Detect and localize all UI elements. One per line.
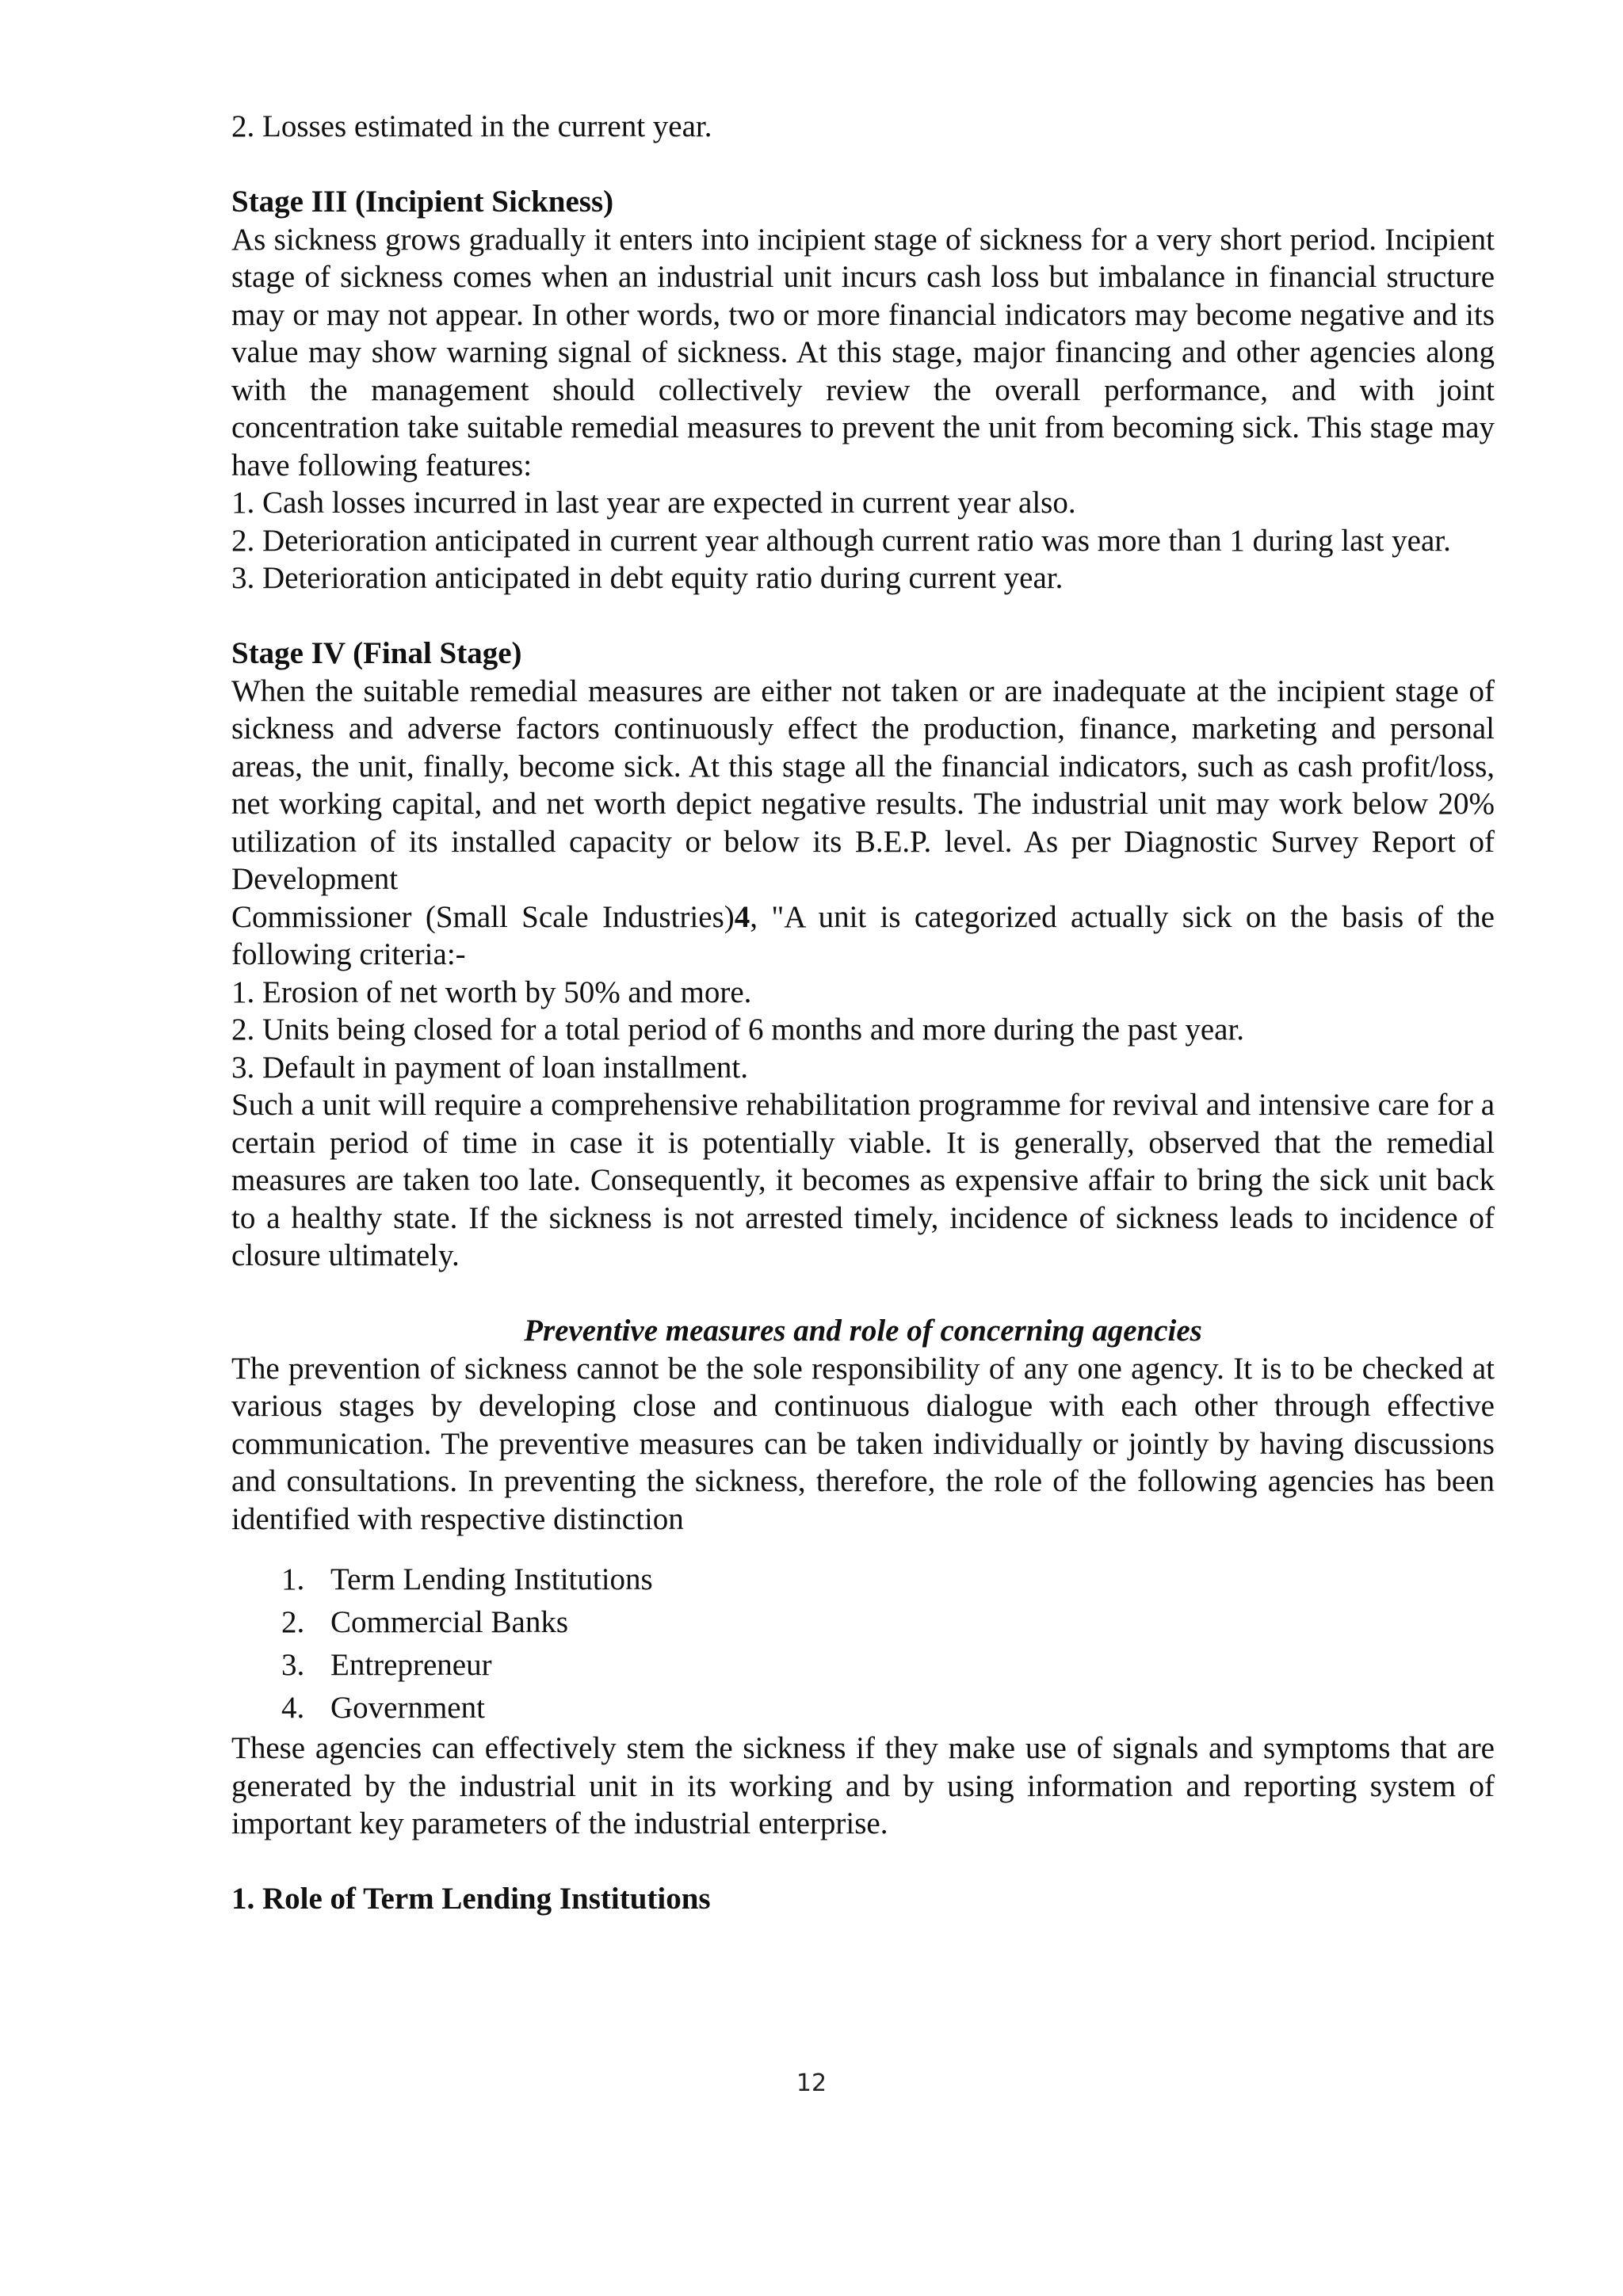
- stage4-closing: Such a unit will require a comprehensive rehabilitation programme for revival and intensive care for a certain period of time in case it is potentially viable. It is generally, observed that the remedial measures are taken too late. Consequently, it becomes as expensive affair to bring the sick unit back to a healthy state. If the sickness is not arrested timely, incidence of sickness leads to incidence of closure ultimately.: [231, 1088, 1495, 1272]
- spacer: [231, 146, 1495, 184]
- stage3-paragraph: As sickness grows gradually it enters into incipient stage of sickness for a very short period. Incipient stage of sickness comes when an industrial unit incurs cash loss but imbalance in financial structure may or may not appear. In other words, two or more financial indicators may become negative and its value may show warning signal of sickness. At this stage, major financing and other agencies along with the management should collectively review the overall performance, and with joint concentration take suitable remedial measures to prevent the unit from becoming sick. This stage may have following features:: [231, 222, 1495, 482]
- stage4-heading: Stage IV (Final Stage): [231, 636, 522, 670]
- list-number: 4.: [281, 1691, 305, 1725]
- commissioner-text: Commissioner (Small Scale Industries): [231, 899, 735, 934]
- list-item: [281, 1687, 1495, 1730]
- losses-item: 2. Losses estimated in the current year.: [231, 109, 712, 143]
- stage3-feature-3: 3. Deterioration anticipated in debt equity ratio during current year.: [231, 561, 1064, 595]
- stage3-heading: Stage III (Incipient Sickness): [231, 185, 614, 219]
- page-content: [231, 108, 1495, 1918]
- spacer: [231, 1538, 1495, 1558]
- preventive-heading: Preventive measures and role of concerning agencies: [524, 1314, 1202, 1348]
- list-item: [281, 1644, 1495, 1687]
- reference-number: 4: [734, 899, 750, 934]
- page-number: 12: [796, 2069, 827, 2097]
- preventive-paragraph: The prevention of sickness cannot be the sole responsibility of any one agency. It is to be checked at various stages by developing close and continuous dialogue with each other through effective communication. The preventive measures can be taken individually or jointly by having discussions and consultations. In preventing the sickness, therefore, the role of the following agencies has been identified with respective distinction: [231, 1351, 1495, 1536]
- spacer: [231, 1275, 1495, 1313]
- agency-list: [231, 1558, 1495, 1730]
- list-number: 3.: [281, 1648, 305, 1682]
- stage4-criterion-3: 3. Default in payment of loan installment.: [231, 1050, 749, 1085]
- stage3-feature-2: 2. Deterioration anticipated in current year although current ratio was more than 1 during last year.: [231, 523, 1451, 558]
- spacer: [231, 1843, 1495, 1881]
- stage4-paragraph: When the suitable remedial measures are either not taken or are inadequate at the incipient stage of sickness and adverse factors continuously effect the production, finance, marketing and personal areas, the unit, finally, become sick. At this stage all the financial indicators, such as cash profit/loss, net working capital, and net worth depict negative results. The industrial unit may work below 20% utilization of its installed capacity or below its B.E.P. level. As per Diagnostic Survey Report of Development: [231, 673, 1495, 896]
- agency-label: Government: [330, 1691, 485, 1725]
- spacer: [231, 597, 1495, 635]
- criteria-intro: , "A unit is categorized actually sick on the basis of the following criteria:-: [231, 899, 1495, 971]
- list-number: 2.: [281, 1605, 305, 1639]
- agency-label: Term Lending Institutions: [330, 1562, 653, 1596]
- agency-label: Commercial Banks: [330, 1605, 569, 1639]
- list-item: [281, 1558, 1495, 1601]
- preventive-closing: These agencies can effectively stem the sickness if they make use of signals and symptoms that are generated by the industrial unit in its working and by using information and reporting system of important key parameters of the industrial enterprise.: [231, 1731, 1495, 1840]
- stage4-criterion-2: 2. Units being closed for a total period of 6 months and more during the past year.: [231, 1013, 1245, 1047]
- stage4-criterion-1: 1. Erosion of net worth by 50% and more.: [231, 974, 752, 1009]
- stage4-commissioner-line: [231, 898, 1495, 974]
- agency-label: Entrepreneur: [330, 1648, 492, 1682]
- stage3-feature-1: 1. Cash losses incurred in last year are expected in current year also.: [231, 486, 1076, 520]
- role-heading: 1. Role of Term Lending Institutions: [231, 1882, 711, 1916]
- list-number: 1.: [281, 1562, 305, 1596]
- list-item: [281, 1601, 1495, 1644]
